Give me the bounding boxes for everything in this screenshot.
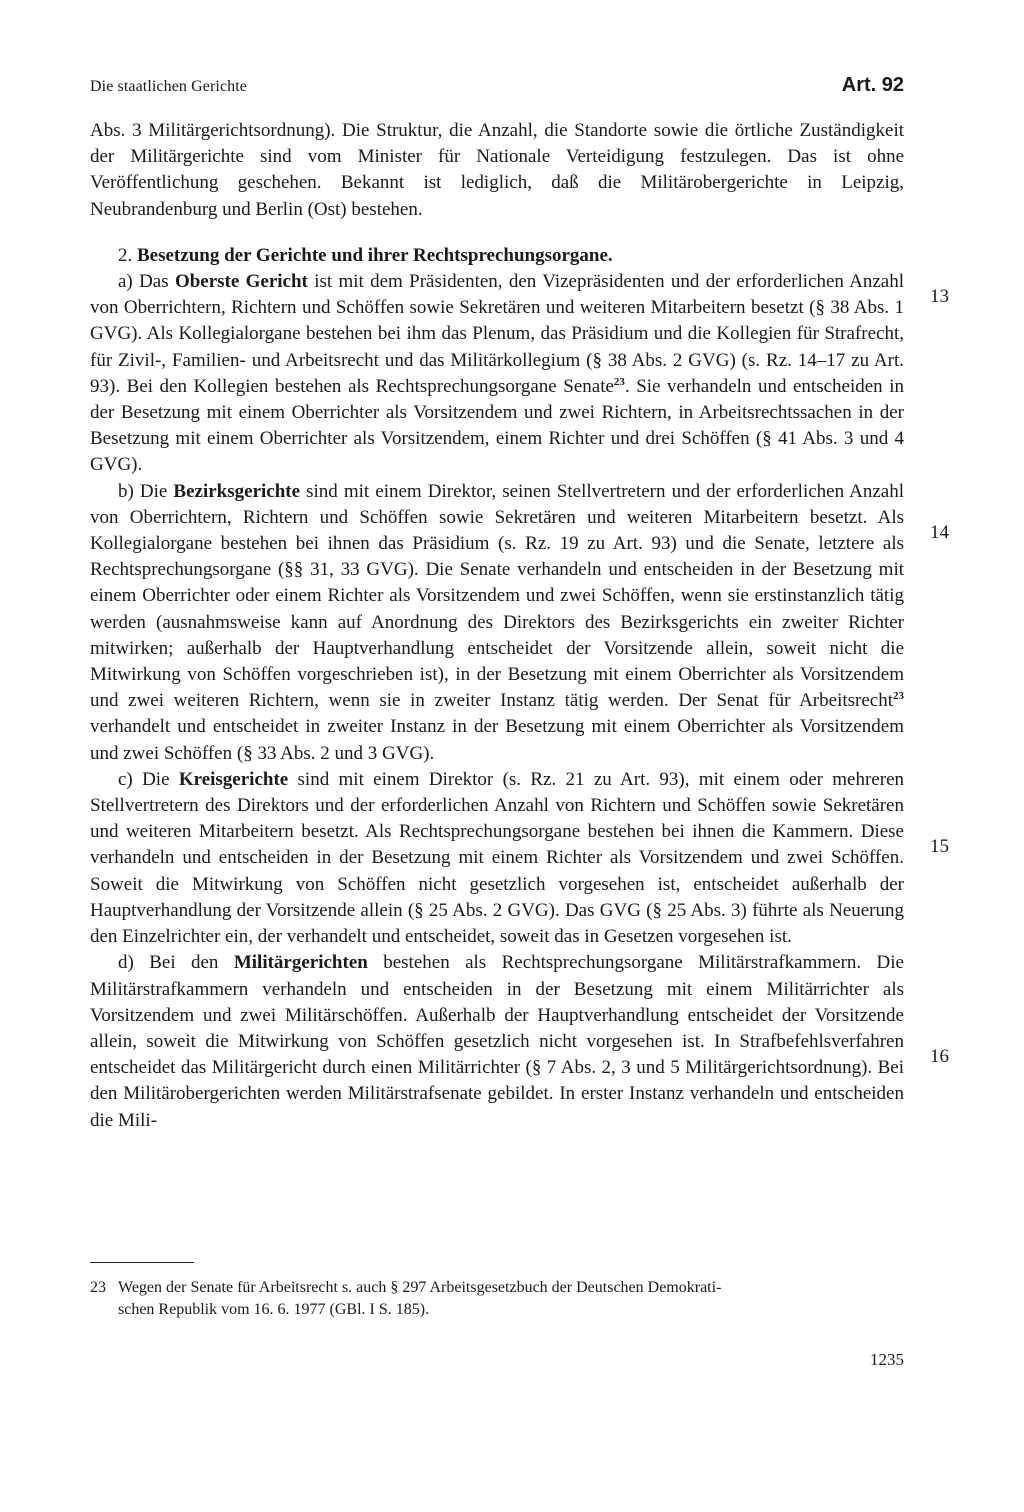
paragraph-c xyxy=(90,767,904,950)
footnote-divider xyxy=(90,1262,194,1263)
margin-number-15: 15 xyxy=(930,836,949,857)
footnote-23 xyxy=(90,1277,904,1321)
para-term: Kreisgerichte xyxy=(178,768,289,790)
intro-paragraph: Abs. 3 Militärgerichtsordnung). Die Struktur, die Anzahl, die Standorte sowie die örtliche Zuständigkeit der Militärgerichte sind vom Minister für Nationale Verteidigung festzulegen. Das ist ohne Veröffentlichung geschehen. Bekannt ist lediglich, daß die Militärobergerichte in Leipzig, Neubrandenburg und Berlin (Ost) bestehen. xyxy=(90,120,904,220)
para-text: sind mit einem Direktor (s. Rz. 21 zu Art. 93), mit einem oder mehreren Stellvertretern des Direktors und der erforderlichen Anzahl von Richtern und Schöffen sowie Sekretären und weiteren Mitarbeitern besetzt. Als Rechtsprechungsorgane bestehen bei ihnen die Kammern. Diese verhandeln und entscheiden in der Besetzung mit einem Richter als Vorsitzendem und zwei Schöffen. Soweit die Mitwirkung von Schöffen nicht gesetzlich vorgesehen ist, entscheidet außerhalb der Hauptverhandlung der Vorsitzende allein (§ 25 Abs. 2 GVG). Das GVG (§ 25 Abs. 3) führte als Neuerung den Einzelrichter ein, der verhandelt und entscheidet, soweit das in Gesetzen vorgesehen ist. xyxy=(90,768,904,948)
para-term: Oberste Gericht xyxy=(174,271,308,293)
footnote-ref[interactable]: 23 xyxy=(893,690,904,703)
para-lead: b) Die xyxy=(118,480,174,502)
footnote-text-cont: schen Republik vom 16. 6. 1977 (GBl. I S. 185). xyxy=(118,1301,430,1318)
footnote-text: Wegen der Senate für Arbeitsrecht s. auch § 297 Arbeitsgesetzbuch der Deutschen Demokrati- xyxy=(118,1279,722,1296)
footnote-number: 23 xyxy=(90,1279,106,1296)
section-heading xyxy=(90,243,904,269)
para-lead: d) Bei den xyxy=(118,952,234,974)
section-number: 2. xyxy=(118,244,133,266)
margin-number-16: 16 xyxy=(930,1046,949,1067)
section-title: Besetzung der Gerichte und ihrer Rechtsprechungsorgane. xyxy=(137,244,613,266)
para-text: sind mit einem Direktor, seinen Stellvertretern und der erforderlichen Anzahl von Oberrichtern, Richtern und Schöffen sowie Sekretären und weiteren Mitarbeitern besetzt. Als Kollegialorgane bestehen bei ihnen das Präsidium (s. Rz. 19 zu Art. 93) und die Senate, letztere als Rechtsprechungsorgane (§§ 31, 33 GVG). Die Senate verhandeln und entscheiden in der Besetzung mit einem Oberrichter oder einem Richter als Vorsitzendem und zwei Schöffen, wenn sie erstinstanzlich tätig werden (ausnahmsweise kann auf Anordnung des Direktors des Bezirksgerichts ein zweiter Richter mitwirken; außerhalb der Hauptverhandlung entscheidet der Vorsitzende allein, soweit nicht die Mitwirkung von Schöffen vorgeschrieben ist), in der Besetzung mit einem Oberrichter als Vorsitzendem und zwei weiteren Richtern, wenn sie in zweiter Instanz tätig werden. Der Senat für Arbeitsrecht xyxy=(90,480,904,712)
paragraph-b xyxy=(90,479,904,767)
para-lead: c) Die xyxy=(118,768,179,790)
main-text xyxy=(90,118,904,1134)
para-text: verhandelt und entscheidet in zweiter Instanz in der Besetzung mit einem Oberrichter als Vorsitzendem und zwei Schöffen (§ 33 Abs. 2 und 3 GVG). xyxy=(90,716,904,764)
para-lead: a) Das xyxy=(118,271,175,293)
para-text: ist mit dem Präsidenten, den Vizepräsidenten und der erforderlichen Anzahl von Oberrichtern, Richtern und Schöffen sowie Sekretären und weiteren Mitarbeitern besetzt (§ 38 Abs. 1 GVG). Als Kollegialorgane bestehen bei ihm das Plenum, das Präsidium und die Kollegien für Strafrecht, für Zivil-, Familien- und Arbeitsrecht und das Militärkollegium (§ 38 Abs. 2 GVG) (s. Rz. 14–17 zu Art. 93). Bei den Kollegien bestehen als Rechtsprechungsorgane Senate xyxy=(90,271,905,397)
para-term: Militärgerichten xyxy=(233,952,368,974)
footnote-ref[interactable]: 23 xyxy=(613,375,625,388)
running-header-title: Die staatlichen Gerichte xyxy=(90,78,247,95)
paragraph-a xyxy=(90,269,904,479)
running-header-article: Art. 92 xyxy=(841,74,904,96)
page-number: 1235 xyxy=(870,1350,904,1369)
para-term: Bezirksgerichte xyxy=(173,480,301,502)
margin-number-14: 14 xyxy=(930,522,949,543)
paragraph-d xyxy=(90,950,904,1133)
para-text: bestehen als Rechtsprechungsorgane Militärstrafkammern. Die Militärstrafkammern verhandeln und entscheiden in der Besetzung mit einem Militärrichter als Vorsitzendem und zwei Militärschöffen. Außerhalb der Hauptverhandlung entscheidet der Vorsitzende allein, soweit die Mitwirkung von Schöffen gesetzlich nicht vorgesehen ist. In Strafbefehlsverfahren entscheidet das Militärgericht durch einen Militärrichter (§ 7 Abs. 2, 3 und 5 Militärgerichtsordnung). Bei den Militärobergerichten werden Militärstrafsenate gebildet. In erster Instanz verhandeln und entscheiden die Mili- xyxy=(90,952,904,1131)
margin-number-13: 13 xyxy=(930,286,949,307)
para-text: . Sie verhandeln und entscheiden in der Besetzung mit einem Oberrichter als Vorsitzendem und zwei Richtern, in Arbeitsrechtssachen in der Besetzung mit einem Oberrichter als Vorsitzendem, einem Richter und drei Schöffen (§ 41 Abs. 3 und 4 GVG). xyxy=(90,375,904,476)
